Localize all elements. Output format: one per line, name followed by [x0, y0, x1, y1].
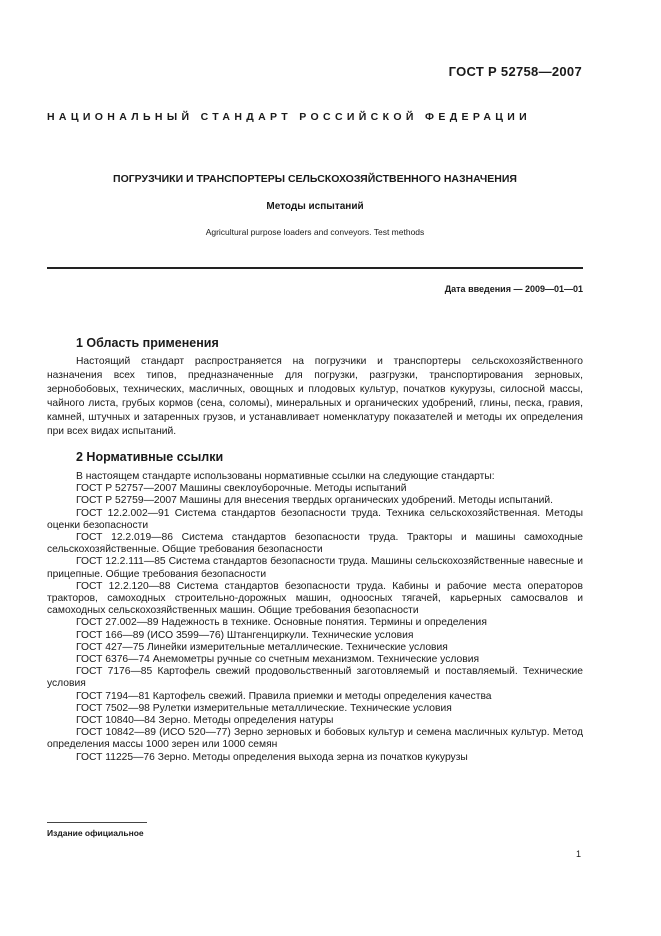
title-divider	[47, 267, 583, 269]
section-heading: 1 Область применения	[76, 336, 219, 350]
footer-divider	[47, 822, 147, 823]
national-standard-banner: НАЦИОНАЛЬНЫЙ СТАНДАРТ РОССИЙСКОЙ ФЕДЕРАЦИИ	[47, 111, 532, 123]
document-title: ПОГРУЗЧИКИ И ТРАНСПОРТЕРЫ СЕЛЬСКОХОЗЯЙСТВЕННОГО НАЗНАЧЕНИЯ	[113, 173, 517, 185]
reference-item: ГОСТ Р 52759—2007 Машины для внесения твердых органических удобрений. Методы испытаний.	[76, 495, 554, 507]
page-number: 1	[575, 849, 581, 859]
references-list	[47, 471, 583, 764]
edition-label: Издание официальное	[47, 828, 144, 838]
reference-item: ГОСТ 27.002—89 Надежность в технике. Основные понятия. Термины и определения	[76, 617, 487, 629]
reference-item: ГОСТ 12.2.111—85 Система стандартов безопасности труда. Машины сельскохозяйственные навесные и прицепные. Общие требования безопасности	[47, 556, 583, 580]
reference-item: ГОСТ 427—75 Линейки измерительные металлические. Технические условия	[76, 641, 448, 653]
reference-item: ГОСТ 12.2.120—88 Система стандартов безопасности труда. Кабины и рабочие места операторов тракторов, самоходных строительно-дорожных машин, одноосных тягачей, карьерных самосвалов и самоходных сельскохозяйственных машин. Общие требования безопасности	[47, 580, 583, 617]
introduction-date: Дата введения — 2009—01—01	[444, 284, 583, 294]
reference-item: ГОСТ 12.2.002—91 Система стандартов безопасности труда. Техника сельскохозяйственная. Методы оценки безопасности	[47, 507, 583, 531]
reference-item: ГОСТ 10840—84 Зерно. Методы определения натуры	[76, 715, 334, 727]
reference-item: ГОСТ Р 52757—2007 Машины свеклоуборочные. Методы испытаний	[76, 483, 407, 495]
doc-number: ГОСТ Р 52758—2007	[448, 64, 582, 79]
reference-item: ГОСТ 7176—85 Картофель свежий продовольственный заготовляемый и поставляемый. Технические условия	[47, 666, 583, 690]
section-scope	[47, 333, 583, 438]
reference-item: ГОСТ 10842—89 (ИСО 520—77) Зерно зерновых и бобовых культур и семена масличных культур. Метод определения массы 1000 зерен или 1000 семян	[47, 727, 583, 751]
section-heading: 2 Нормативные ссылки	[76, 450, 224, 464]
reference-item: ГОСТ 7194—81 Картофель свежий. Правила приемки и методы определения качества	[76, 690, 492, 702]
document-subtitle: Методы испытаний	[266, 201, 364, 212]
reference-item: ГОСТ 12.2.019—86 Система стандартов безопасности труда. Тракторы и машины самоходные сельскохозяйственные. Общие требования безопасности	[47, 532, 583, 556]
reference-item: ГОСТ 7502—98 Рулетки измерительные металлические. Технические условия	[76, 702, 452, 714]
english-title: Agricultural purpose loaders and conveyors. Test methods	[205, 227, 425, 237]
reference-item: ГОСТ 166—89 (ИСО 3599—76) Штангенциркули. Технические условия	[76, 629, 414, 641]
section-references	[47, 447, 583, 764]
references-intro: В настоящем стандарте использованы нормативные ссылки на следующие стандарты:	[76, 471, 495, 482]
reference-item: ГОСТ 11225—76 Зерно. Методы определения выхода зерна из початков кукурузы	[76, 751, 468, 763]
reference-item: ГОСТ 6376—74 Анемометры ручные со счетным механизмом. Технические условия	[76, 654, 480, 666]
scope-paragraph: Настоящий стандарт распространяется на погрузчики и транспортеры сельскохозяйственного назначения всех типов, предназначенные для погрузки, разгрузки, транспортирования зерновых, зернобобовых, технических, масличных, овощных и плодовых культур, початков кукурузы, силосной массы, чайного листа, грубых кормов (сена, соломы), минеральных и органических удобрений, глины, песка, гравия, камней, штучных и затаренных грузов, и устанавливает номенклатуру показателей и методы их определения при всех видах испытаний.	[47, 356, 583, 437]
